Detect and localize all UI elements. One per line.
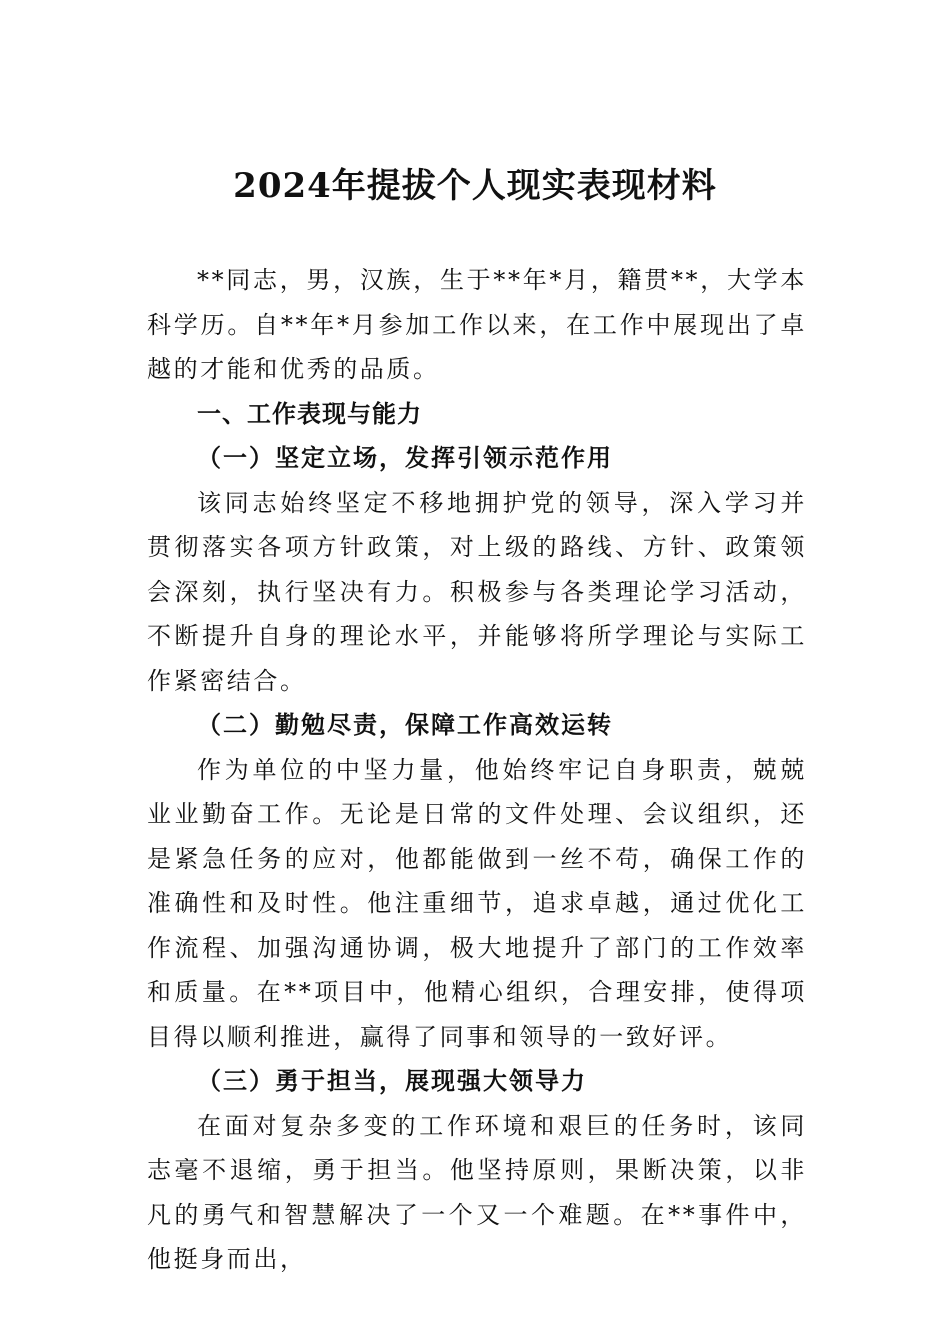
- intro-paragraph: **同志，男，汉族，生于**年*月，籍贯**，大学本科学历。自**年*月参加工作以来，在工作中展现出了卓越的才能和优秀的品质。: [147, 266, 807, 383]
- body-paragraph-1: 该同志始终坚定不移地拥护党的领导，深入学习并贯彻落实各项方针政策，对上级的路线、方针、政策领会深刻，执行坚决有力。积极参与各类理论学习活动，不断提升自身的理论水平，并能够将所学理论与实际工作紧密结合。: [147, 488, 807, 695]
- document-body: [147, 258, 807, 1282]
- subsection-heading-2: （二）勤勉尽责，保障工作高效运转: [197, 710, 613, 739]
- section-heading-1: 一、工作表现与能力: [197, 399, 422, 428]
- body-paragraph-2: 作为单位的中坚力量，他始终牢记自身职责，兢兢业业勤奋工作。无论是日常的文件处理、会议组织，还是紧急任务的应对，他都能做到一丝不苟，确保工作的准确性和及时性。他注重细节，追求卓越，通过优化工作流程、加强沟通协调，极大地提升了部门的工作效率和质量。在**项目中，他精心组织，合理安排，使得项目得以顺利推进，赢得了同事和领导的一致好评。: [147, 755, 807, 1051]
- document-title: 2024年提拔个人现实表现材料: [233, 166, 717, 206]
- subsection-heading-3: （三）勇于担当，展现强大领导力: [197, 1066, 587, 1095]
- body-paragraph-3: 在面对复杂多变的工作环境和艰巨的任务时，该同志毫不退缩，勇于担当。他坚持原则，果断决策，以非凡的勇气和智慧解决了一个又一个难题。在**事件中，他挺身而出，: [147, 1111, 807, 1273]
- subsection-heading-1: （一）坚定立场，发挥引领示范作用: [197, 443, 613, 472]
